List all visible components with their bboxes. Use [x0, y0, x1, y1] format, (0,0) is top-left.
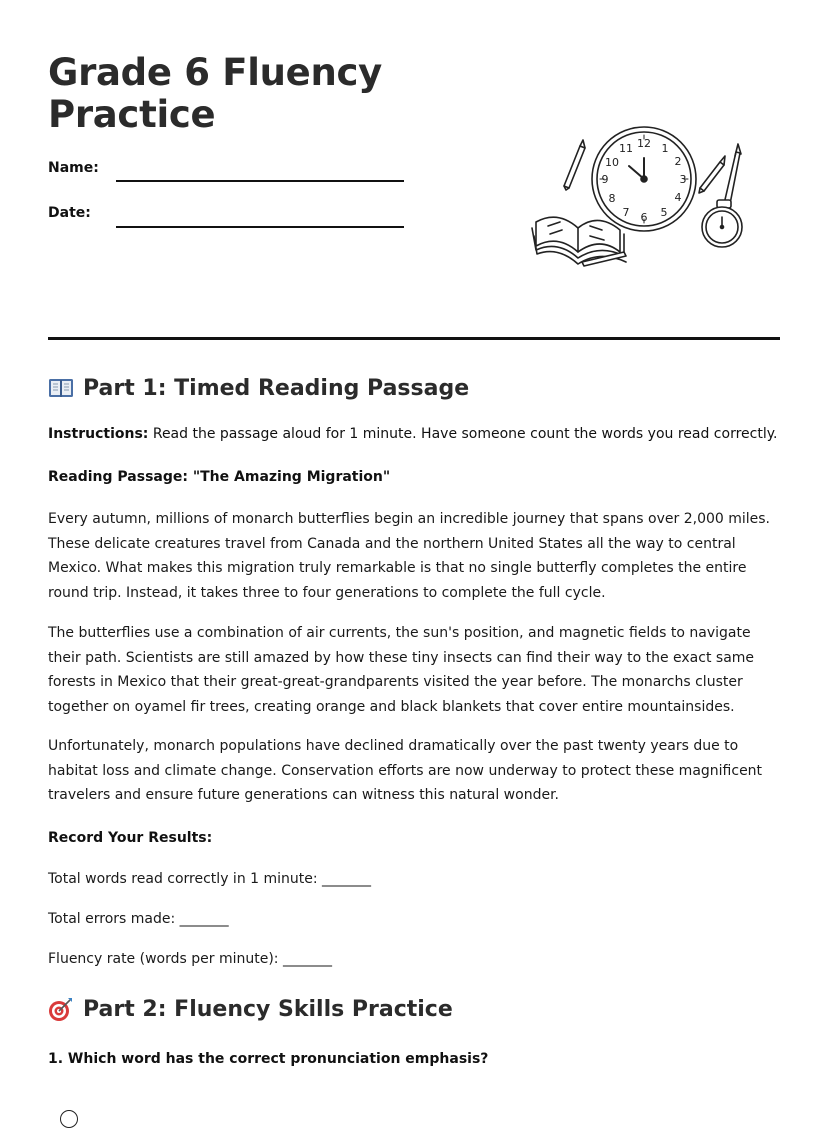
- name-label: Name:: [48, 160, 99, 176]
- instructions-text: Read the passage aloud for 1 minute. Have someone count the words you read correctly.: [148, 426, 778, 442]
- title-line-2: Practice: [48, 93, 216, 136]
- result-fluency-rate: Fluency rate (words per minute): _______: [48, 951, 332, 967]
- clock-number-11: 11: [619, 142, 633, 155]
- part1-heading-text: Part 1: Timed Reading Passage: [83, 375, 470, 401]
- clock-book-pencil-stopwatch-icon: [528, 122, 752, 274]
- title-line-1: Grade 6 Fluency: [48, 51, 382, 94]
- question-1: 1. Which word has the correct pronunciation emphasis?: [48, 1051, 489, 1067]
- instructions-label: Instructions:: [48, 426, 149, 442]
- results-heading: Record Your Results:: [48, 830, 213, 846]
- page-title: [48, 52, 382, 136]
- clock-number-4: 4: [674, 191, 682, 204]
- clock-number-9: 9: [601, 173, 609, 186]
- clock-number-2: 2: [674, 155, 682, 168]
- date-label: Date:: [48, 205, 91, 221]
- open-book-icon: [48, 375, 74, 401]
- passage-title: Reading Passage: "The Amazing Migration": [48, 469, 391, 485]
- clock-number-8: 8: [608, 192, 616, 205]
- part1-heading: [48, 375, 469, 401]
- clock-number-3: 3: [679, 173, 687, 186]
- part2-heading-text: Part 2: Fluency Skills Practice: [83, 996, 453, 1022]
- clock-number-1: 1: [661, 142, 669, 155]
- clock-number-5: 5: [660, 206, 668, 219]
- header-divider: [48, 337, 780, 340]
- instructions: [48, 424, 788, 444]
- result-errors: Total errors made: _______: [48, 911, 229, 927]
- clock-number-12: 12: [637, 137, 651, 150]
- name-field-line[interactable]: [116, 180, 404, 182]
- passage-paragraph-2: The butterflies use a combination of air currents, the sun's position, and magnetic fields to navigate their path. Scientists are still amazed by how these tiny insects can find their way to the exact same forests in Mexico that their great-great-grandparents visited the year before. The monarchs cluster together on oyamel fir trees, creating orange and black blankets that cover entire mountainsides.: [48, 625, 755, 715]
- passage-paragraph-1: Every autumn, millions of monarch butterflies begin an incredible journey that spans over 2,000 miles. These delicate creatures travel from Canada and the northern United States all the way to central Mexico. What makes this migration truly remarkable is that no single butterfly completes the entire round trip. Instead, it takes three to four generations to complete the full cycle.: [48, 511, 771, 601]
- date-field-line[interactable]: [116, 226, 404, 228]
- pencil-right-icon: [699, 156, 725, 193]
- result-words-correct: Total words read correctly in 1 minute: _______: [48, 871, 372, 887]
- pencil-left-icon: [564, 140, 585, 190]
- part2-heading: [48, 996, 453, 1022]
- clock-number-10: 10: [605, 156, 619, 169]
- open-book-illustration: [532, 217, 626, 266]
- clock-number-7: 7: [622, 206, 630, 219]
- answer-radio-1[interactable]: [60, 1110, 78, 1128]
- target-dart-icon: [48, 996, 74, 1022]
- clock-number-6: 6: [640, 211, 648, 224]
- passage-paragraph-3: Unfortunately, monarch populations have declined dramatically over the past twenty years due to habitat loss and climate change. Conservation efforts are now underway to protect these magnificent travelers and ensure future generations can witness this natural wonder.: [48, 738, 763, 803]
